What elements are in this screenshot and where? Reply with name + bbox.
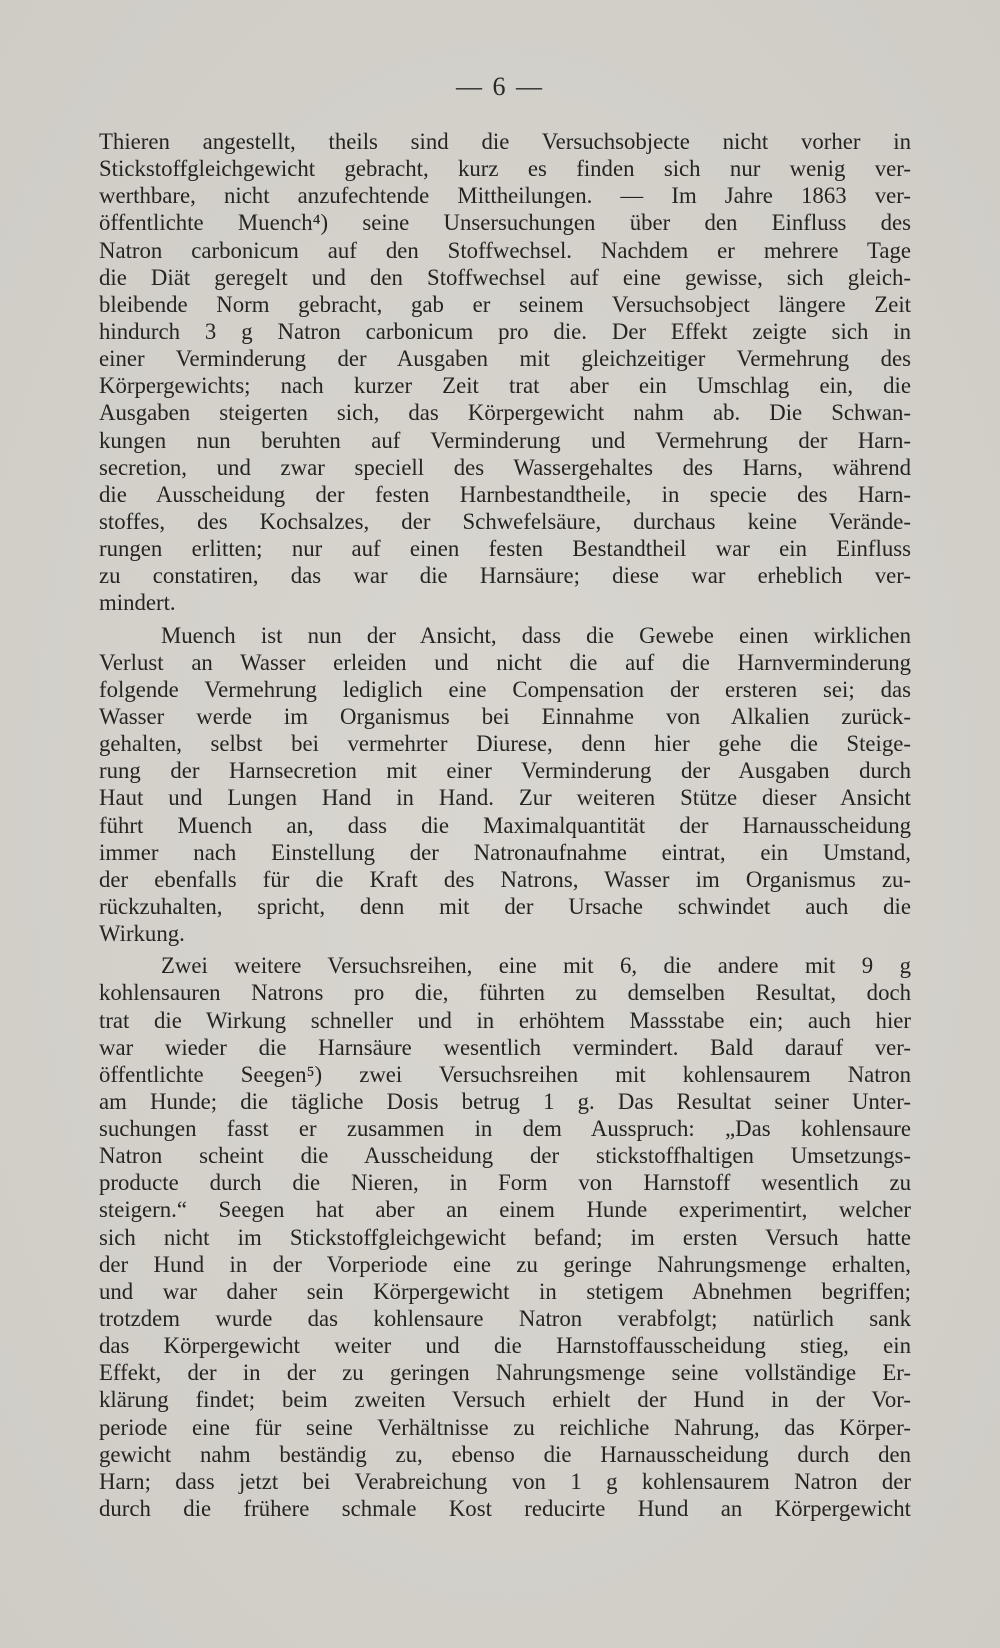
text-line: am Hunde; die tägliche Dosis betrug 1 g. Das Resultat seiner Unter-	[99, 1088, 911, 1114]
text-line: kungen nun beruhten auf Verminderung und Vermehrung der Harn-	[99, 427, 911, 453]
body-text	[99, 128, 911, 1522]
text-line: das Körpergewicht weiter und die Harnstoffausscheidung stieg, ein	[99, 1333, 911, 1359]
text-line: rückzuhalten, spricht, denn mit der Ursache schwindet auch die	[99, 893, 911, 919]
text-line: werthbare, nicht anzufechtende Mittheilungen. — Im Jahre 1863 ver-	[99, 183, 911, 209]
text-line: trat die Wirkung schneller und in erhöhtem Massstabe ein; auch hier	[99, 1007, 911, 1033]
text-line: einer Verminderung der Ausgaben mit gleichzeitiger Vermehrung des	[99, 346, 911, 372]
text-line: folgende Vermehrung lediglich eine Compensation der ersteren sei; das	[99, 676, 911, 702]
text-line: producte durch die Nieren, in Form von Harnstoff wesentlich zu	[99, 1170, 911, 1196]
text-line: immer nach Einstellung der Natronaufnahme eintrat, ein Umstand,	[99, 839, 911, 865]
text-line: stoffes, des Kochsalzes, der Schwefelsäure, durchaus keine Verände-	[99, 508, 911, 534]
text-line: rungen erlitten; nur auf einen festen Bestandtheil war ein Einfluss	[99, 536, 911, 562]
text-line: Zwei weitere Versuchsreihen, eine mit 6, die andere mit 9 g	[161, 953, 911, 979]
text-line: durch die frühere schmale Kost reducirte Hund an Körpergewicht	[99, 1496, 911, 1522]
text-line: Wirkung.	[99, 921, 185, 947]
text-line: öffentlichte Seegen⁵) zwei Versuchsreihen mit kohlensaurem Natron	[99, 1061, 911, 1087]
text-line: Verlust an Wasser erleiden und nicht die auf die Harnverminderung	[99, 649, 911, 675]
text-line: secretion, und zwar speciell des Wassergehaltes des Harns, während	[99, 454, 911, 480]
text-line: Muench ist nun der Ansicht, dass die Gewebe einen wirklichen	[161, 622, 911, 648]
text-line: der Hund in der Vorperiode eine zu geringe Nahrungsmenge erhalten,	[99, 1251, 911, 1277]
text-line: klärung findet; beim zweiten Versuch erhielt der Hund in der Vor-	[99, 1387, 911, 1413]
text-line: bleibende Norm gebracht, gab er seinem Versuchsobject längere Zeit	[99, 291, 911, 317]
text-line: die Diät geregelt und den Stoffwechsel auf eine gewisse, sich gleich-	[99, 264, 911, 290]
text-line: Ausgaben steigerten sich, das Körpergewicht nahm ab. Die Schwan-	[99, 400, 911, 426]
text-line: Natron carbonicum auf den Stoffwechsel. Nachdem er mehrere Tage	[99, 237, 911, 263]
text-line: kohlensauren Natrons pro die, führten zu demselben Resultat, doch	[99, 980, 911, 1006]
text-line: periode eine für seine Verhältnisse zu reichliche Nahrung, das Körper-	[99, 1414, 911, 1440]
text-line: Thieren angestellt, theils sind die Versuchsobjecte nicht vorher in	[99, 129, 911, 154]
text-line: Natron scheint die Ausscheidung der stickstoffhaltigen Umsetzungs-	[99, 1143, 911, 1169]
text-line: Harn; dass jetzt bei Verabreichung von 1 g kohlensaurem Natron der	[99, 1468, 911, 1494]
text-line: Körpergewichts; nach kurzer Zeit trat aber ein Umschlag ein, die	[99, 373, 911, 399]
text-line: war wieder die Harnsäure wesentlich vermindert. Bald darauf ver-	[99, 1034, 911, 1060]
text-line: Wasser werde im Organismus bei Einnahme von Alkalien zurück-	[99, 703, 911, 729]
text-line: zu constatiren, das war die Harnsäure; diese war erheblich ver-	[99, 563, 911, 589]
text-line: der ebenfalls für die Kraft des Natrons, Wasser im Organismus zu-	[99, 866, 911, 892]
text-line: suchungen fasst er zusammen in dem Ausspruch: „Das kohlensaure	[99, 1116, 911, 1142]
text-line: rung der Harnsecretion mit einer Verminderung der Ausgaben durch	[99, 758, 911, 784]
text-line: Stickstoffgleichgewicht gebracht, kurz es finden sich nur wenig ver-	[99, 156, 911, 182]
text-line: gewicht nahm beständig zu, ebenso die Harnausscheidung durch den	[99, 1441, 911, 1467]
text-line: und war daher sein Körpergewicht in stetigem Abnehmen begriffen;	[99, 1278, 911, 1304]
text-line: die Ausscheidung der festen Harnbestandtheile, in specie des Harn-	[99, 481, 911, 507]
text-line: Effekt, der in der zu geringen Nahrungsmenge seine vollständige Er-	[99, 1360, 911, 1386]
text-line: steigern.“ Seegen hat aber an einem Hunde experimentirt, welcher	[99, 1197, 911, 1223]
text-line: öffentlichte Muench⁴) seine Unsersuchungen über den Einfluss des	[99, 210, 911, 236]
text-line: sich nicht im Stickstoffgleichgewicht befand; im ersten Versuch hatte	[99, 1224, 911, 1250]
text-line: Haut und Lungen Hand in Hand. Zur weiteren Stütze dieser Ansicht	[99, 785, 911, 811]
text-line: gehalten, selbst bei vermehrter Diurese, denn hier gehe die Steige-	[99, 731, 911, 757]
text-line: mindert.	[99, 590, 176, 616]
text-line: führt Muench an, dass die Maximalquantität der Harnausscheidung	[99, 812, 911, 838]
text-line: hindurch 3 g Natron carbonicum pro die. Der Effekt zeigte sich in	[99, 318, 911, 344]
page-number: — 6 —	[456, 72, 544, 101]
text-line: trotzdem wurde das kohlensaure Natron verabfolgt; natürlich sank	[99, 1306, 911, 1332]
